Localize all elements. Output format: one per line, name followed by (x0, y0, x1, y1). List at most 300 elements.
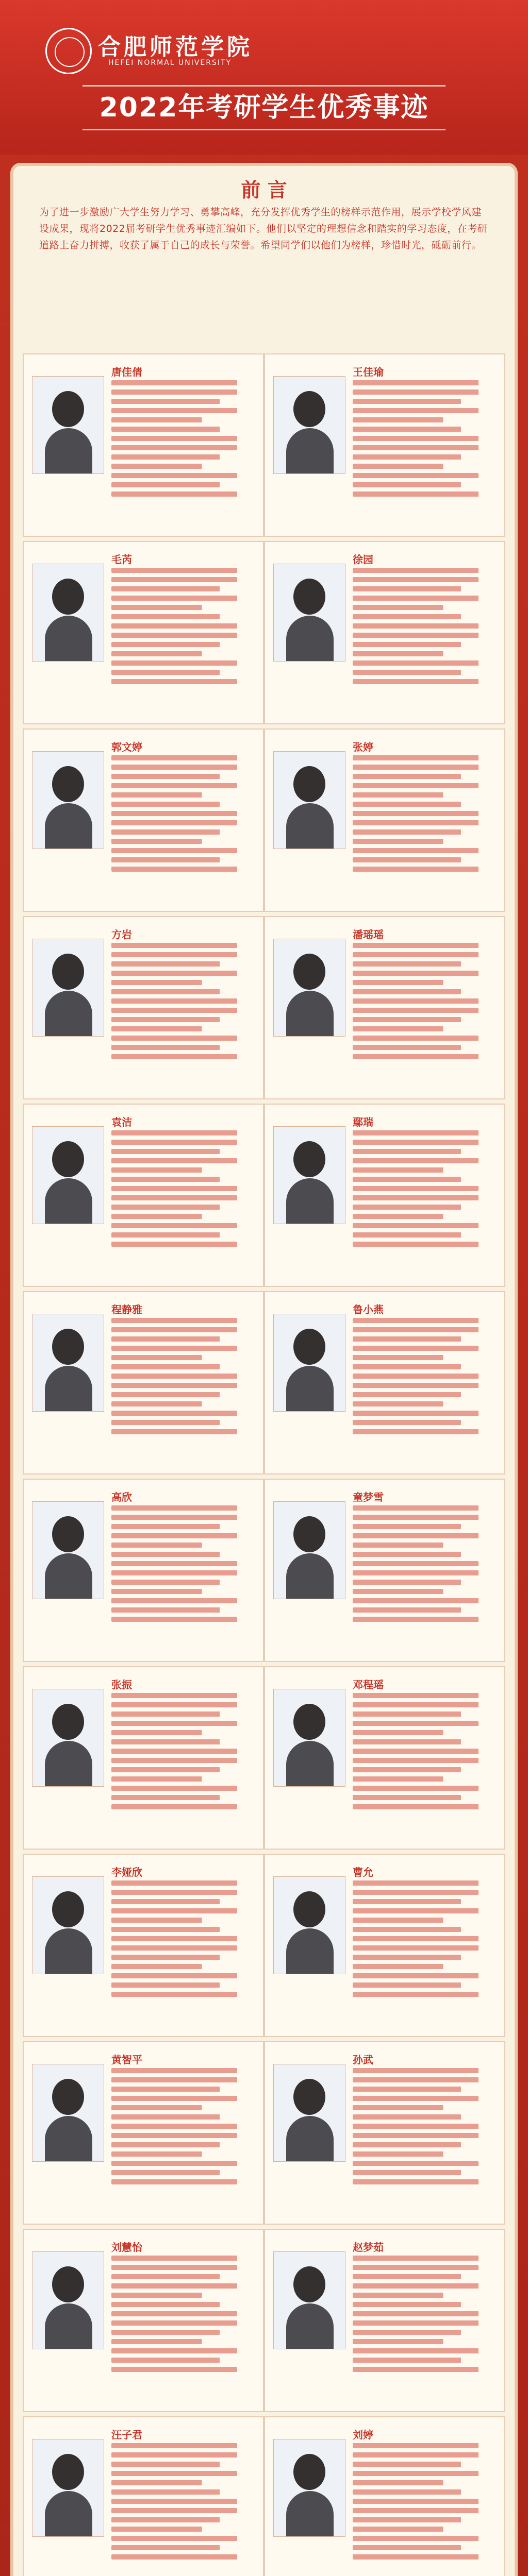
info-line (353, 839, 458, 844)
info-line (111, 792, 217, 798)
info-line (353, 1242, 499, 1247)
student-name: 黄智平 (111, 2054, 142, 2066)
info-line (353, 1749, 499, 1754)
info-line (353, 1045, 478, 1050)
info-line (111, 2452, 258, 2458)
info-line (111, 1392, 237, 1397)
info-line (353, 2508, 499, 2513)
info-line (111, 492, 258, 497)
info-line (353, 1580, 478, 1585)
info-line (353, 2311, 499, 2316)
info-line (111, 633, 258, 638)
info-line (353, 1702, 499, 1707)
student-name: 方岩 (111, 928, 132, 941)
info-line (353, 380, 499, 385)
student-card (23, 353, 264, 537)
info-line (111, 1776, 217, 1782)
student-name: 毛芮 (111, 553, 132, 566)
student-card (23, 1104, 264, 1287)
info-line (111, 2311, 258, 2316)
info-line (353, 2068, 499, 2073)
info-line (353, 1607, 478, 1613)
info-line (111, 1223, 258, 1228)
info-line (353, 802, 478, 807)
info-line (111, 998, 258, 1004)
info-line (111, 820, 258, 825)
info-line (111, 867, 258, 872)
student-card (23, 728, 264, 912)
info-line (111, 2274, 237, 2279)
info-line (353, 1533, 499, 1538)
student-name: 王佳瑜 (353, 366, 384, 378)
info-line (353, 408, 499, 413)
info-line (353, 1505, 499, 1511)
info-line (353, 1730, 458, 1735)
info-line (353, 1036, 499, 1041)
info-line (353, 811, 499, 816)
student-info-lines (111, 1130, 258, 1251)
info-line (111, 1899, 237, 1904)
info-line (353, 1429, 499, 1434)
student-photo (32, 564, 104, 662)
info-line (353, 783, 499, 788)
info-line (353, 1598, 499, 1603)
info-line (111, 1721, 258, 1726)
info-line (111, 1505, 258, 1511)
info-line (353, 1693, 499, 1698)
student-info-lines (111, 755, 258, 876)
student-info-lines (111, 2443, 258, 2564)
info-line (111, 2087, 237, 2092)
info-line (353, 1899, 478, 1904)
info-line (353, 586, 478, 591)
info-line (111, 1533, 258, 1538)
info-line (353, 1804, 499, 1809)
info-line (353, 2358, 478, 2363)
info-line (111, 1232, 237, 1238)
info-line (353, 820, 499, 825)
student-card (264, 728, 505, 912)
info-line (353, 1140, 499, 1145)
info-line (111, 1570, 258, 1575)
info-line (111, 2265, 258, 2270)
student-info-lines (111, 2256, 258, 2376)
info-line (111, 1973, 258, 1978)
student-card (23, 2229, 264, 2412)
info-line (111, 1936, 258, 1941)
info-line (111, 408, 258, 413)
info-line (353, 2142, 478, 2147)
student-name: 汪子君 (111, 2429, 142, 2441)
student-info-lines (111, 380, 258, 501)
info-line (353, 1026, 458, 1031)
student-photo (273, 751, 345, 849)
info-line (353, 492, 499, 497)
student-name: 程静雅 (111, 1303, 142, 1316)
info-line (111, 454, 237, 460)
info-line (111, 765, 258, 770)
info-line (353, 1327, 499, 1332)
info-line (353, 2283, 499, 2289)
info-line (111, 1982, 237, 1988)
info-line (111, 1589, 217, 1594)
info-line (111, 1130, 258, 1136)
student-photo (32, 1501, 104, 1599)
info-line (353, 568, 499, 573)
info-line (111, 839, 217, 844)
info-line (353, 642, 478, 647)
info-line (111, 1026, 217, 1031)
info-line (353, 867, 499, 872)
info-line (353, 2330, 478, 2335)
student-card (264, 1854, 505, 2037)
info-line (353, 1880, 499, 1886)
info-line (353, 389, 499, 395)
info-line (353, 1232, 478, 1238)
info-line (353, 1214, 458, 1219)
info-line (353, 989, 478, 994)
info-line (353, 2105, 458, 2110)
info-line (353, 2133, 499, 2138)
info-line (111, 961, 237, 967)
info-line (111, 1598, 258, 1603)
info-line (111, 586, 237, 591)
student-info-lines (353, 1318, 499, 1438)
info-line (111, 2320, 258, 2326)
info-line (111, 2554, 258, 2560)
info-line (111, 473, 258, 478)
info-line (353, 952, 499, 957)
info-line (353, 679, 499, 684)
info-line (353, 1758, 499, 1763)
info-line (353, 961, 478, 967)
info-line (353, 1570, 499, 1575)
info-line (111, 1355, 217, 1360)
student-name: 鄢瑞 (353, 1116, 373, 1128)
student-photo (32, 751, 104, 849)
info-line (111, 829, 237, 835)
info-line (111, 2133, 258, 2138)
info-line (353, 2077, 499, 2082)
info-line (353, 1177, 478, 1182)
student-info-lines (111, 568, 258, 688)
info-line (353, 2462, 478, 2467)
info-line (111, 1730, 217, 1735)
info-line (353, 1355, 458, 1360)
info-line (353, 765, 499, 770)
student-name: 邓程瑶 (353, 1679, 384, 1691)
info-line (353, 829, 478, 835)
info-line (111, 1927, 237, 1932)
info-line (353, 2527, 458, 2532)
info-line (353, 1401, 458, 1406)
info-line (111, 1955, 237, 1960)
info-line (111, 952, 258, 957)
info-line (111, 614, 237, 619)
info-line (111, 427, 237, 432)
header (0, 0, 528, 155)
info-line (111, 783, 258, 788)
student-info-lines (111, 943, 258, 1063)
info-line (111, 2302, 237, 2307)
info-line (111, 399, 237, 404)
info-line (111, 1543, 217, 1548)
info-line (353, 2302, 478, 2307)
info-line (111, 2142, 237, 2147)
student-name: 刘婷 (353, 2429, 373, 2441)
student-card (23, 1666, 264, 1850)
info-line (111, 482, 237, 487)
info-line (353, 1890, 499, 1895)
student-photo (273, 2064, 345, 2162)
info-line (353, 1561, 499, 1566)
student-card (264, 1479, 505, 1662)
info-line (111, 568, 258, 573)
info-line (111, 1795, 237, 1800)
info-line (353, 2320, 499, 2326)
info-line (111, 2256, 258, 2261)
info-line (111, 1420, 237, 1425)
info-line (353, 2161, 499, 2166)
info-line (111, 2499, 258, 2504)
info-line (111, 848, 258, 853)
info-line (111, 1918, 217, 1923)
info-line (353, 1195, 499, 1200)
info-line (353, 1739, 478, 1744)
info-line (111, 1767, 237, 1772)
info-line (353, 1524, 478, 1529)
info-line (353, 1374, 499, 1379)
info-line (111, 1515, 258, 1520)
info-line (353, 1617, 499, 1622)
info-line (111, 802, 237, 807)
student-name: 张婷 (353, 741, 373, 753)
info-line (353, 943, 499, 948)
info-line (353, 1786, 499, 1791)
student-photo (273, 564, 345, 662)
student-card (264, 353, 505, 537)
student-info-lines (353, 755, 499, 876)
info-line (111, 1374, 258, 1379)
student-card (264, 2041, 505, 2225)
info-line (111, 1242, 258, 1247)
student-info-lines (111, 1693, 258, 1814)
info-line (111, 679, 258, 684)
info-line (111, 1054, 258, 1059)
info-line (353, 1543, 458, 1548)
university-logo (45, 28, 92, 74)
info-line (111, 389, 258, 395)
info-line (353, 1205, 478, 1210)
info-line (353, 2452, 499, 2458)
info-line (353, 1589, 458, 1594)
info-line (111, 660, 258, 666)
info-line (353, 1411, 499, 1416)
info-line (111, 1045, 237, 1050)
info-line (111, 2480, 217, 2485)
student-card (23, 1479, 264, 1662)
page-title: 2022年考研学生优秀事迹 (99, 92, 429, 123)
info-line (353, 2096, 499, 2101)
info-line (111, 2462, 237, 2467)
info-line (353, 2517, 478, 2522)
info-line (111, 1758, 258, 1763)
info-line (111, 2170, 237, 2175)
student-name: 高欣 (111, 1491, 132, 1503)
student-info-lines (353, 2443, 499, 2564)
info-line (353, 1927, 478, 1932)
info-line (111, 605, 217, 610)
info-line (353, 1392, 478, 1397)
info-line (111, 2068, 258, 2073)
student-info-lines (353, 943, 499, 1063)
info-line (353, 1973, 499, 1978)
student-name: 孙武 (353, 2054, 373, 2066)
info-line (111, 1702, 258, 1707)
info-line (353, 2348, 499, 2353)
info-line (353, 1936, 499, 1941)
info-line (111, 1880, 258, 1886)
info-line (353, 1186, 499, 1191)
info-line (353, 971, 499, 976)
student-info-lines (353, 568, 499, 688)
info-line (111, 2527, 217, 2532)
info-line (353, 2293, 458, 2298)
info-line (353, 2471, 499, 2476)
student-card (23, 2041, 264, 2225)
info-line (353, 755, 499, 760)
info-line (111, 1693, 258, 1698)
info-line (111, 1607, 237, 1613)
student-name: 赵梦茹 (353, 2241, 384, 2253)
info-line (111, 980, 217, 985)
info-line (353, 792, 458, 798)
preface-title: 前 言 (241, 179, 287, 201)
student-card (264, 2416, 505, 2576)
student-photo (32, 376, 104, 474)
info-line (353, 2265, 499, 2270)
info-line (353, 614, 478, 619)
student-name: 徐园 (353, 553, 373, 566)
info-line (111, 1140, 258, 1145)
student-name: 曹允 (353, 1866, 373, 1878)
info-line (111, 2517, 237, 2522)
student-name: 鲁小燕 (353, 1303, 384, 1316)
info-line (353, 1383, 499, 1388)
info-line (111, 1739, 237, 1744)
school-name-cn: 合肥师范学院 (98, 34, 253, 60)
info-line (111, 2151, 217, 2157)
student-card (23, 541, 264, 724)
info-line (111, 1205, 237, 1210)
student-photo (273, 939, 345, 1037)
student-photo (32, 2064, 104, 2162)
info-line (111, 2508, 258, 2513)
info-line (111, 1327, 258, 1332)
info-line (353, 848, 499, 853)
info-line (111, 1346, 258, 1351)
info-line (353, 2536, 499, 2541)
title-banner (82, 85, 446, 130)
student-info-lines (111, 2068, 258, 2189)
info-line (111, 2545, 237, 2550)
student-photo (273, 1501, 345, 1599)
info-line (111, 1401, 217, 1406)
info-line (353, 436, 499, 441)
info-line (353, 473, 499, 478)
student-name: 潘瑶瑶 (353, 928, 384, 941)
info-line (111, 1177, 237, 1182)
info-line (111, 1524, 237, 1529)
info-line (111, 1036, 258, 1041)
student-card (264, 916, 505, 1099)
info-line (353, 1130, 499, 1136)
info-line (111, 2124, 258, 2129)
student-photo (273, 1876, 345, 1974)
info-line (111, 1890, 258, 1895)
info-line (111, 1186, 258, 1191)
info-line (353, 1964, 458, 1969)
info-line (111, 971, 258, 976)
info-line (111, 1617, 258, 1622)
info-line (111, 651, 217, 656)
info-line (111, 642, 237, 647)
info-line (111, 2293, 217, 2298)
info-line (353, 399, 478, 404)
info-line (353, 1420, 478, 1425)
info-line (111, 2471, 258, 2476)
info-line (111, 623, 258, 629)
info-line (111, 2348, 258, 2353)
info-line (353, 577, 499, 582)
info-line (111, 1561, 258, 1566)
info-line (111, 1017, 237, 1022)
info-line (111, 1804, 258, 1809)
info-line (111, 1383, 258, 1388)
info-line (111, 755, 258, 760)
info-line (111, 1364, 237, 1369)
info-line (353, 605, 458, 610)
info-line (353, 1149, 478, 1154)
info-line (111, 1908, 258, 1913)
info-line (353, 1336, 478, 1342)
info-line (353, 1054, 499, 1059)
info-line (111, 857, 237, 862)
school-name-en: HEFEI NORMAL UNIVERSITY (108, 59, 232, 67)
info-line (111, 577, 258, 582)
info-line (111, 2105, 217, 2110)
student-card (23, 1854, 264, 2037)
info-line (353, 1776, 458, 1782)
info-line (111, 1945, 258, 1951)
info-line (111, 1214, 217, 1219)
info-line (353, 1008, 499, 1013)
info-line (353, 670, 478, 675)
info-line (353, 427, 478, 432)
info-line (353, 2087, 478, 2092)
student-info-lines (111, 1880, 258, 2001)
info-line (353, 2480, 458, 2485)
content-panel (10, 163, 518, 2576)
student-photo (273, 1126, 345, 1224)
info-line (111, 811, 258, 816)
info-line (353, 2274, 478, 2279)
info-line (353, 2179, 499, 2184)
info-line (111, 445, 258, 450)
student-photo (32, 1126, 104, 1224)
info-line (353, 464, 458, 469)
student-name: 张振 (111, 1679, 132, 1691)
